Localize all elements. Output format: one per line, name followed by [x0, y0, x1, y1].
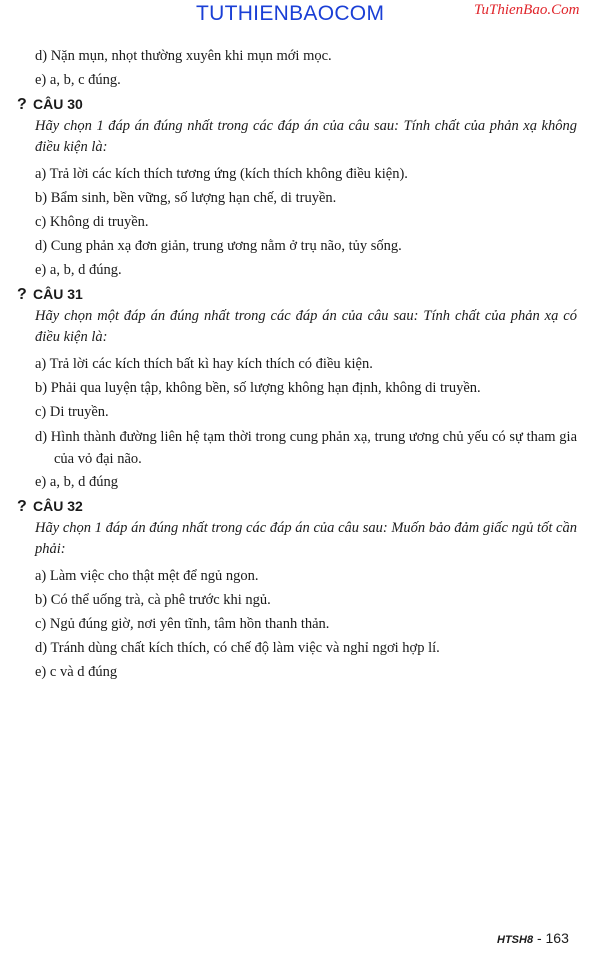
question-heading — [17, 494, 577, 518]
page-number: 163 — [545, 930, 569, 946]
question-mark-icon: ? — [17, 498, 27, 515]
option-c: c) Ngủ đúng giờ, nơi yên tĩnh, tâm hồn thanh thản. — [35, 616, 330, 632]
site-logo-text: TuThienBao.Com — [474, 2, 580, 18]
option-b: b) Bẩm sinh, bền vững, số lượng hạn chế, di truyền. — [35, 190, 337, 206]
prev-option-e: e) a, b, c đúng. — [35, 72, 121, 88]
question-mark-icon: ? — [17, 96, 27, 113]
question-title: CÂU 31 — [33, 286, 83, 302]
option-d: d) Hình thành đường liên hệ tạm thời trong cung phản xạ, trung ương chủ yếu có sự tham gia của vỏ đại não. — [35, 429, 577, 467]
question-heading — [17, 92, 577, 116]
question-31 — [17, 282, 577, 494]
prev-option-d: d) Nặn mụn, nhọt thường xuyên khi mụn mới mọc. — [35, 48, 332, 64]
book-code: HTSH8 — [497, 934, 534, 946]
option-d: d) Cung phản xạ đơn giản, trung ương nằm ở trụ não, tủy sống. — [35, 238, 402, 254]
option-c: c) Di truyền. — [35, 404, 109, 420]
question-prompt: Hãy chọn 1 đáp án đúng nhất trong các đáp án của câu sau: Tính chất của phản xạ không điều kiện là: — [35, 118, 577, 155]
option-a: a) Làm việc cho thật mệt để ngủ ngon. — [35, 568, 259, 584]
question-prompt: Hãy chọn một đáp án đúng nhất trong các đáp án của câu sau: Tính chất của phản xạ có điều kiện là: — [35, 308, 577, 345]
question-title: CÂU 32 — [33, 498, 83, 514]
page-content — [17, 44, 577, 684]
option-b: b) Phải qua luyện tập, không bền, số lượng không hạn định, không di truyền. — [35, 380, 481, 396]
footer-separator: - — [533, 930, 546, 946]
question-heading — [17, 282, 577, 306]
question-30 — [17, 92, 577, 282]
option-d: d) Tránh dùng chất kích thích, có chế độ làm việc và nghỉ ngơi hợp lí. — [35, 640, 440, 656]
option-a: a) Trả lời các kích thích bất kì hay kích thích có điều kiện. — [35, 356, 373, 372]
option-e: e) a, b, d đúng — [35, 474, 118, 490]
question-mark-icon: ? — [17, 286, 27, 303]
question-title: CÂU 30 — [33, 96, 83, 112]
site-watermark: TUTHIENBAOCOM — [196, 2, 385, 25]
question-32 — [17, 494, 577, 684]
option-c: c) Không di truyền. — [35, 214, 149, 230]
page-footer — [497, 930, 569, 946]
option-a: a) Trả lời các kích thích tương ứng (kích thích không điều kiện). — [35, 166, 408, 182]
question-prompt: Hãy chọn 1 đáp án đúng nhất trong các đáp án của câu sau: Muốn bảo đảm giấc ngủ tốt cần phải: — [35, 520, 577, 557]
option-e: e) a, b, d đúng. — [35, 262, 122, 278]
option-e: e) c và d đúng — [35, 664, 118, 680]
option-b: b) Có thể uống trà, cà phê trước khi ngủ. — [35, 592, 271, 608]
